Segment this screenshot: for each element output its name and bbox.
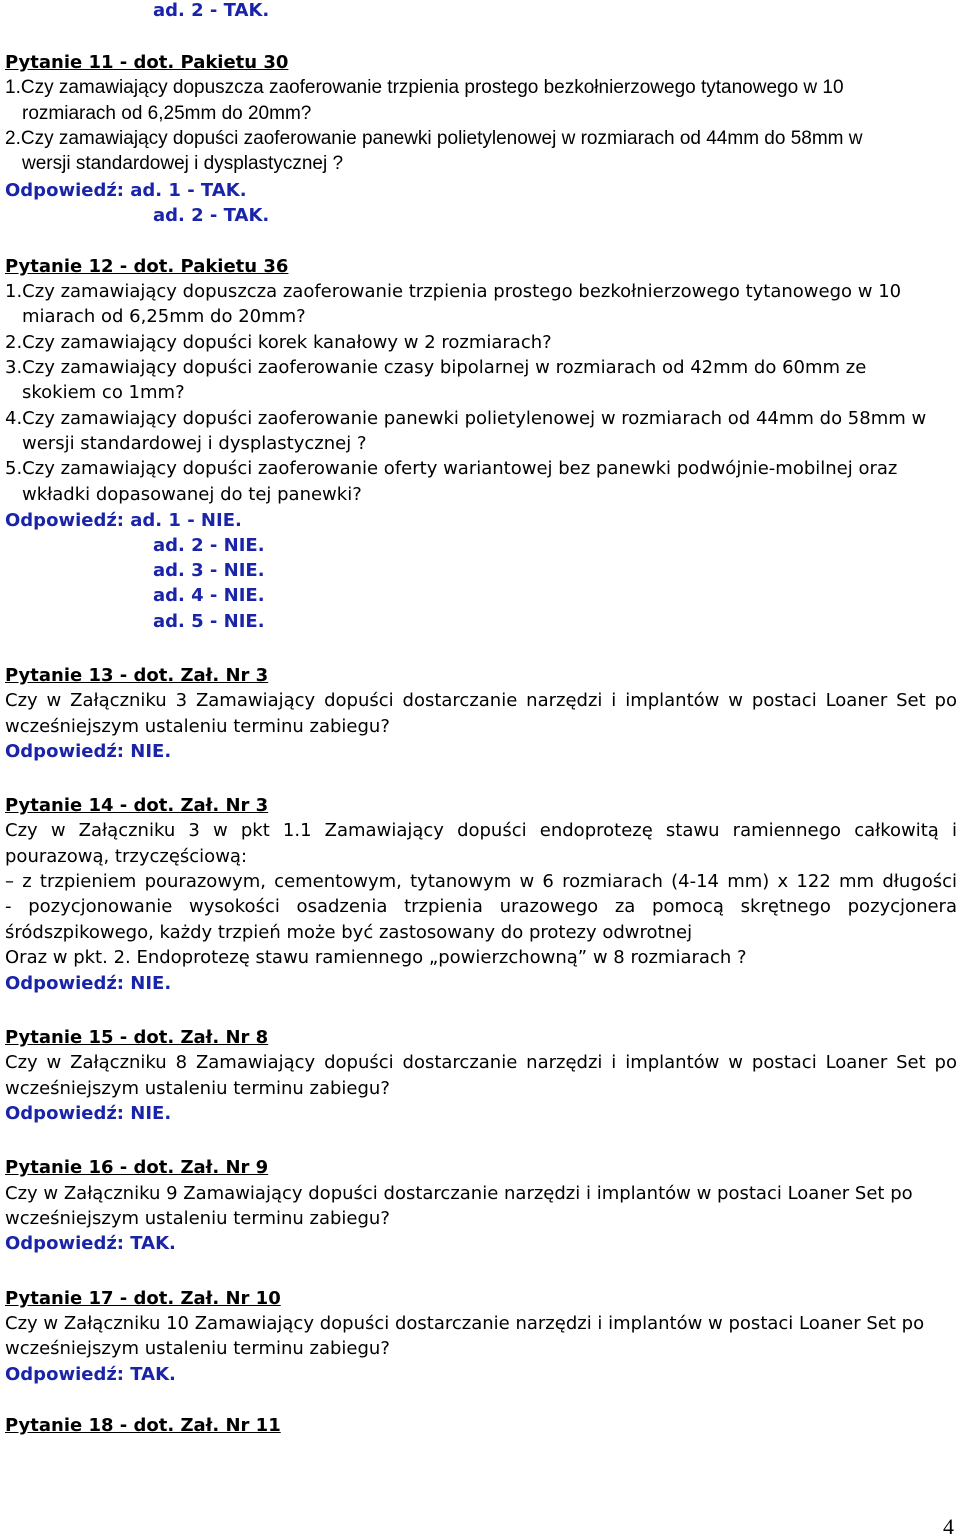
question-text: Czy w Załączniku 9 Zamawiający dopuści dostarczanie narzędzi i implantów w postaci Loaner Set po [5, 1183, 913, 1204]
question-text: 1.Czy zamawiający dopuszcza zaoferowanie trzpienia prostego bezkołnierzowego tytanowego w 10 [5, 281, 902, 302]
question-text: 2.Czy zamawiający dopuści korek kanałowy w 2 rozmiarach? [5, 332, 552, 353]
answer-line: Odpowiedź: ad. 1 - TAK. [5, 180, 247, 201]
question-text: wcześniejszym ustaleniu terminu zabiegu? [5, 716, 390, 737]
question-text: 3.Czy zamawiający dopuści zaoferowanie czasy bipolarnej w rozmiarach od 42mm do 60mm ze [5, 357, 867, 378]
question-heading: Pytanie 16 - dot. Zał. Nr 9 [5, 1157, 269, 1178]
question-text: miarach od 6,25mm do 20mm? [22, 306, 306, 327]
question-heading: Pytanie 15 - dot. Zał. Nr 8 [5, 1027, 269, 1048]
answer-line: Odpowiedź: NIE. [5, 973, 172, 994]
question-text: wcześniejszym ustaleniu terminu zabiegu? [5, 1208, 390, 1229]
question-text: 1.Czy zamawiający dopuszcza zaoferowanie trzpienia prostego bezkołnierzowego tytanowego w 10 [5, 77, 844, 98]
question-heading: Pytanie 18 - dot. Zał. Nr 11 [5, 1415, 281, 1436]
question-text: wcześniejszym ustaleniu terminu zabiegu? [5, 1078, 390, 1099]
question-heading: Pytanie 11 - dot. Pakietu 30 [5, 52, 289, 73]
question-text: 2.Czy zamawiający dopuści zaoferowanie panewki polietylenowej w rozmiarach od 44mm do 58mm w [5, 128, 863, 149]
question-text: – z trzpieniem pourazowym, cementowym, tytanowym w 6 rozmiarach (4-14 mm) x 122 mm długości [5, 871, 957, 892]
answer-line: Odpowiedź: TAK. [5, 1364, 176, 1385]
answer-line: Odpowiedź: NIE. [5, 741, 172, 762]
question-text: śródszpikowego, każdy trzpień może być zastosowany do protezy odwrotnej [5, 922, 693, 943]
answer-line: Odpowiedź: TAK. [5, 1233, 176, 1254]
question-text: Oraz w pkt. 2. Endoprotezę stawu ramiennego „powierzchowną” w 8 rozmiarach ? [5, 947, 747, 968]
answer-line: ad. 2 - TAK. [153, 0, 270, 21]
answer-line: ad. 5 - NIE. [153, 611, 265, 632]
page-number: 4 [943, 1514, 954, 1539]
answer-line: ad. 2 - NIE. [153, 535, 265, 556]
question-text: wkładki dopasowanej do tej panewki? [22, 484, 362, 505]
question-text: Czy w Załączniku 8 Zamawiający dopuści dostarczanie narzędzi i implantów w postaci Loaner Set po [5, 1052, 957, 1073]
answer-line: ad. 2 - TAK. [153, 205, 270, 226]
question-text: wcześniejszym ustaleniu terminu zabiegu? [5, 1338, 390, 1359]
question-text: 5.Czy zamawiający dopuści zaoferowanie oferty wariantowej bez panewki podwójnie-mobilnej oraz [5, 458, 898, 479]
answer-line: ad. 4 - NIE. [153, 585, 265, 606]
question-heading: Pytanie 12 - dot. Pakietu 36 [5, 256, 289, 277]
question-text: skokiem co 1mm? [22, 382, 185, 403]
question-text: wersji standardowej i dysplastycznej ? [22, 433, 367, 454]
answer-line: ad. 3 - NIE. [153, 560, 265, 581]
question-text: Czy w Załączniku 10 Zamawiający dopuści dostarczanie narzędzi i implantów w postaci Loaner Set po [5, 1313, 925, 1334]
question-heading: Pytanie 14 - dot. Zał. Nr 3 [5, 795, 269, 816]
question-text: wersji standardowej i dysplastycznej ? [22, 153, 344, 174]
answer-line: Odpowiedź: ad. 1 - NIE. [5, 510, 242, 531]
question-text: Czy w Załączniku 3 Zamawiający dopuści dostarczanie narzędzi i implantów w postaci Loaner Set po [5, 690, 957, 711]
question-text: - pozycjonowanie wysokości osadzenia trzpienia urazowego za pomocą skrętnego pozycjonera [5, 896, 957, 917]
question-text: Czy w Załączniku 3 w pkt 1.1 Zamawiający dopuści endoprotezę stawu ramiennego całkowitą i [5, 820, 957, 841]
answer-line: Odpowiedź: NIE. [5, 1103, 172, 1124]
question-text: pourazową, trzyczęściową: [5, 846, 248, 867]
question-heading: Pytanie 17 - dot. Zał. Nr 10 [5, 1288, 281, 1309]
question-heading: Pytanie 13 - dot. Zał. Nr 3 [5, 665, 269, 686]
question-text: rozmiarach od 6,25mm do 20mm? [22, 103, 312, 124]
question-text: 4.Czy zamawiający dopuści zaoferowanie panewki polietylenowej w rozmiarach od 44mm do 58mm w [5, 408, 927, 429]
